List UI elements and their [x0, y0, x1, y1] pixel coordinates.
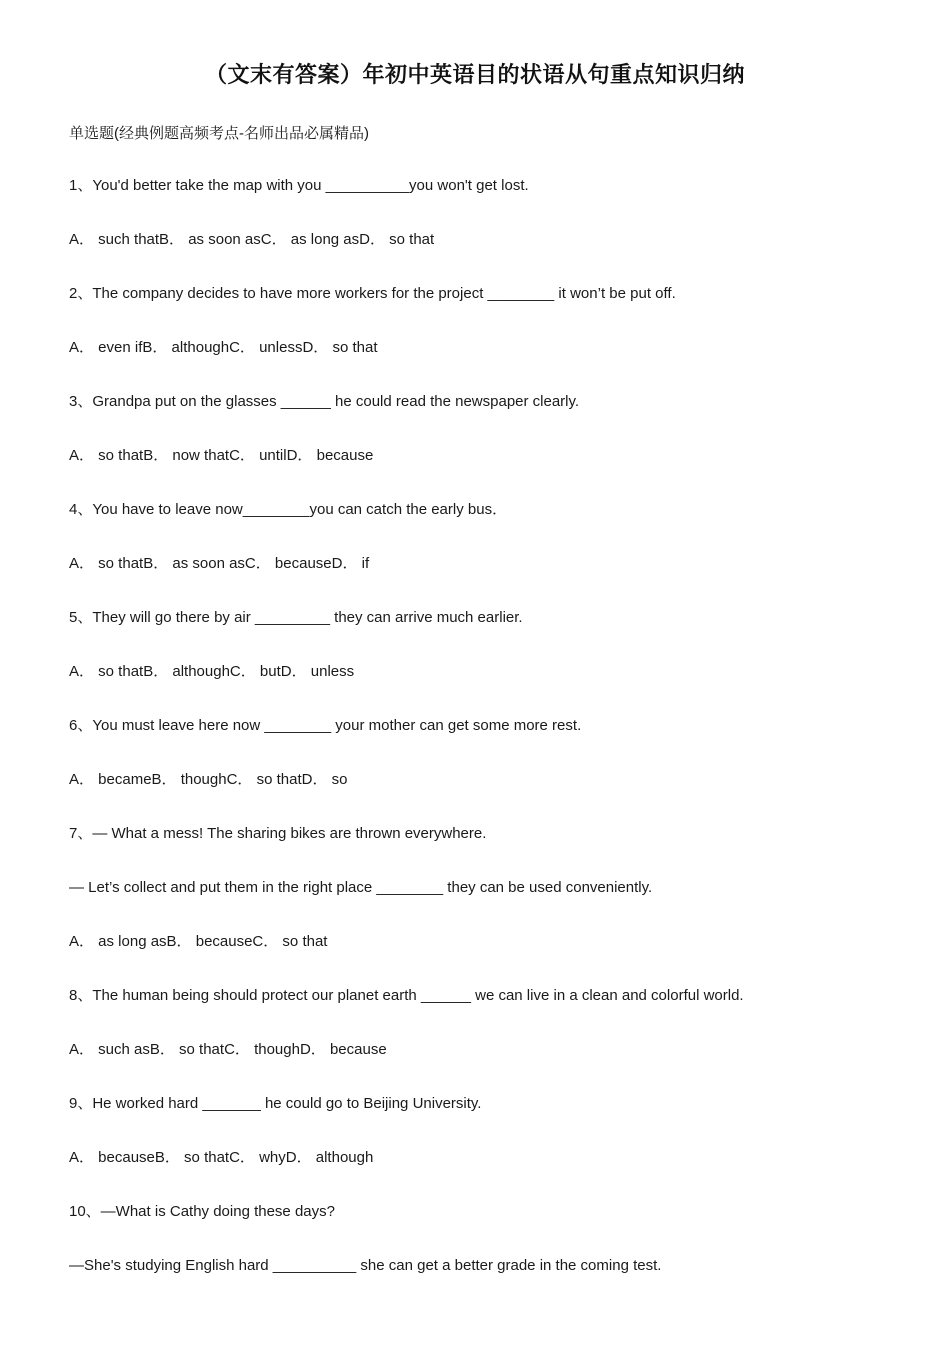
dialogue-line: —She's studying English hard __________ she can get a better grade in the coming test.	[69, 1257, 662, 1274]
question-line: 4、You have to leave now________you can catch the early bus．	[69, 501, 508, 518]
options-line: A． such asB． so thatC． thoughD． because	[69, 1041, 387, 1058]
options-line: A． such thatB． as soon asC． as long asD． so that	[69, 231, 435, 248]
question-line: 9、He worked hard _______ he could go to Beijing University.	[69, 1095, 482, 1112]
options-line: A． so thatB． now thatC． untilD． because	[69, 447, 374, 464]
question-line: 2、The company decides to have more workers for the project ________ it won’t be put off.	[69, 285, 676, 302]
question-line: 6、You must leave here now ________ your mother can get some more rest.	[69, 717, 582, 734]
question-line: 5、They will go there by air _________ they can arrive much earlier.	[69, 609, 523, 626]
options-line: A． so thatB． althoughC． butD． unless	[69, 663, 355, 680]
dialogue-line: — Let’s collect and put them in the right place ________ they can be used conveniently.	[69, 879, 653, 896]
options-line: A． becauseB． so thatC． whyD． although	[69, 1149, 374, 1166]
options-line: A． becameB． thoughC． so thatD． so	[69, 771, 348, 788]
question-list	[69, 176, 909, 1310]
section-heading: 单选题(经典例题高频考点-名师出品必属精品)	[69, 125, 369, 142]
question-line: 3、Grandpa put on the glasses ______ he could read the newspaper clearly.	[69, 393, 580, 410]
options-line: A． even ifB． althoughC． unlessD． so that	[69, 339, 378, 356]
question-line: 1、You'd better take the map with you __________you won't get lost.	[69, 177, 529, 194]
options-line: A． so thatB． as soon asC． becauseD． if	[69, 555, 370, 572]
question-line: 10、—What is Cathy doing these days?	[69, 1203, 335, 1220]
options-line: A． as long asB． becauseC． so that	[69, 933, 328, 950]
question-line: 7、— What a mess! The sharing bikes are thrown everywhere.	[69, 825, 487, 842]
question-line: 8、The human being should protect our planet earth ______ we can live in a clean and colorful world.	[69, 987, 744, 1004]
document-title: （文末有答案）年初中英语目的状语从句重点知识归纳	[204, 62, 745, 87]
